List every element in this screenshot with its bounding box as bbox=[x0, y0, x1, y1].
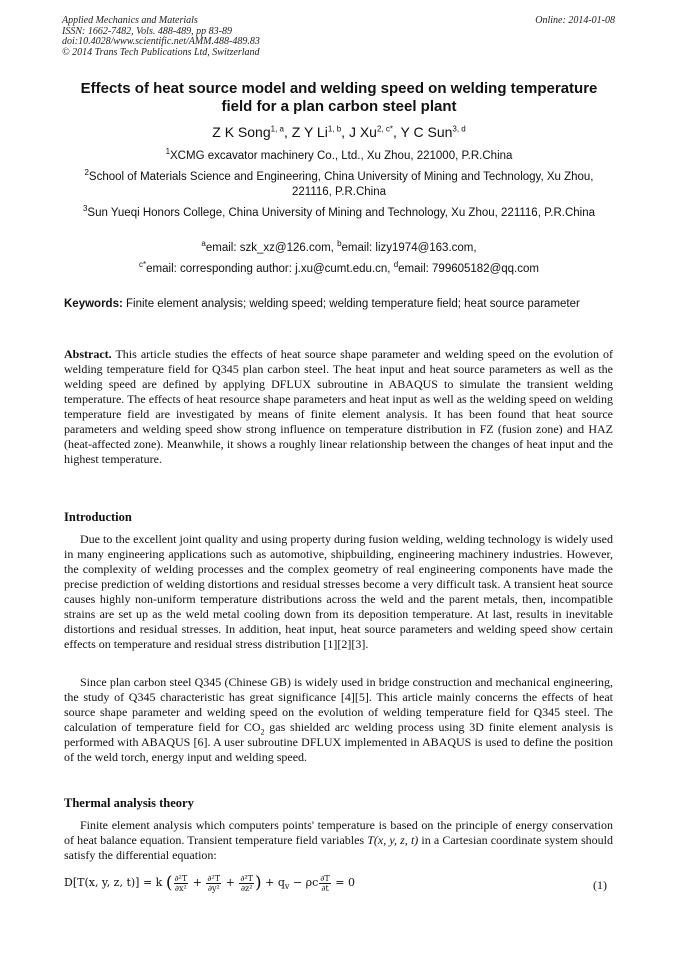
equation-rhs: = 0 bbox=[335, 876, 355, 889]
affiliation-text: Sun Yueqi Honors College, China University of Mining and Technology, Xu Zhou, 221116, P.R.China bbox=[87, 207, 596, 219]
journal-header bbox=[62, 16, 260, 58]
author-name: J Xu bbox=[348, 124, 377, 140]
co2-subscript: 2 bbox=[260, 727, 265, 737]
density-term: − ρc bbox=[292, 876, 319, 889]
keywords bbox=[64, 297, 613, 312]
equation-body bbox=[64, 873, 355, 893]
affiliation-1 bbox=[60, 149, 618, 164]
paren-close: ) bbox=[255, 873, 262, 893]
equation-number: (1) bbox=[593, 878, 607, 892]
plus-sign: + bbox=[225, 876, 235, 889]
author-list: Z K Song$^{1, a}$, Z Y Li$^{1, b}$, J $Xu^{2, c*}$, Y C Sun$^{3, d}$ bbox=[212, 124, 466, 140]
plus-sign: + bbox=[192, 876, 202, 889]
email-d: email: 799605182@qq.com bbox=[398, 263, 539, 275]
intro-p2-text-a: Since plan carbon steel Q345 (Chinese GB) is widely used in bridge construction and mechanical engineering, the study of Q345 characteristic has great significance [4][5]. This article mainly concerns the effects of heat source shape parameter and welding speed on the evolution of welding temperature field for Q345 steel. The calculation of temperature field for CO bbox=[64, 675, 613, 734]
affiliation-2 bbox=[66, 170, 612, 200]
journal-name: Applied Mechanics and Materials bbox=[62, 15, 198, 26]
author-sup: 1, b bbox=[327, 124, 342, 134]
abstract-text: This article studies the effects of heat source shape parameter and welding speed on the evolution of welding temperature field for Q345 plan carbon steel. The heat input and heat source parameters as well as the welding speed are defined by applying DFLUX subroutine in ABAQUS to simulate the transient welding temperature. The effects of heat resource shape parameters and heat input as well as the welding speed on welding temperature field are investigated by means of finite element analysis. It has been found that heat source parameters and welding speed show strong influence on temperature distribution in FZ (fusion zone) and HAZ (heat-affected zone). Meanwhile, it shows a roughly linear relationship between the changes of heat input and the highest temperature. bbox=[64, 347, 614, 466]
email-sup: a bbox=[201, 239, 206, 249]
author-sup: 2, c* bbox=[376, 124, 393, 134]
affiliation-sup: 3 bbox=[82, 204, 88, 214]
heat-source-term: + q bbox=[265, 876, 285, 889]
abstract bbox=[64, 347, 613, 467]
doi-line: doi:10.4028/www.scientific.net/AMM.488-489.83 bbox=[62, 36, 260, 47]
email-line-2 bbox=[60, 262, 618, 277]
paper-title bbox=[40, 80, 638, 116]
fraction-dt-dt: $\frac{\partial T}{\partial t}$ bbox=[320, 873, 330, 893]
email-b: email: lizy1974@163.com, bbox=[341, 242, 477, 254]
email-sup: b bbox=[337, 239, 342, 249]
author-name: Z K Song bbox=[212, 124, 271, 140]
issn-line: ISSN: 1662-7482, Vols. 488-489, pp 83-89 bbox=[62, 25, 232, 37]
copyright-line: © 2014 Trans Tech Publications Ltd, Switzerland bbox=[62, 46, 260, 58]
thermal-paragraph bbox=[64, 818, 613, 863]
section-heading-thermal: Thermal analysis theory bbox=[64, 796, 194, 810]
author-sup: 1, a bbox=[270, 124, 284, 134]
affiliation-text: XCMG excavator machinery Co., Ltd., Xu Zhou, 221000, P.R.China bbox=[170, 150, 513, 162]
author-sup: 3, d bbox=[452, 124, 466, 134]
affiliation-text: School of Materials Science and Engineering, China University of Mining and Technology, Xu Zhou, 221116, P.R.China bbox=[88, 171, 594, 198]
email-sup: d bbox=[393, 260, 399, 270]
heat-source-subscript: v bbox=[284, 882, 290, 892]
keywords-label: Keywords: bbox=[64, 298, 123, 310]
affiliation-sup: 2 bbox=[84, 168, 89, 178]
intro-paragraph-1: Due to the excellent joint quality and using property during fusion welding, welding technology is widely used in many engineering applications such as automotive, shipbuilding, engineering machinery industries. However, the complexity of welding processes and the complex geometry of real engineering components have made the precise prediction of welding distortions and residual stresses become a very difficult task. A transient heat source causes highly non-uniform temperature distributions across the weld and the parent metals, then, incompatible strains are set up as the weld metal cooling down from its deposition temperature. At last, results in inevitable distortions and residual stresses. In addition, heat input, heat source parameters and welding speed show certain effects on temperature and residual stress distribution [1][2][3]. bbox=[64, 532, 613, 651]
affiliation-3 bbox=[80, 206, 598, 221]
author-name: Y C Sun bbox=[400, 124, 453, 140]
affiliation-sup: 1 bbox=[165, 147, 171, 157]
paren-open: ( bbox=[165, 873, 173, 893]
fraction-d2t-dy2: $\frac{\text{∂²T}}{\text{∂y²}}$ bbox=[207, 873, 221, 893]
online-date: Online: 2014-01-08 bbox=[535, 15, 615, 26]
email-c: email: corresponding author: j.xu@cumt.edu.cn, bbox=[146, 263, 394, 275]
email-a: email: szk_xz@126.com, bbox=[205, 242, 338, 254]
fraction-d2t-dz2: $\frac{\text{∂²T}}{\text{∂z²}}$ bbox=[240, 873, 253, 893]
keywords-text: Finite element analysis; welding speed; welding temperature field; heat source parameter bbox=[122, 298, 580, 310]
email-sup: c* bbox=[139, 260, 147, 270]
email-line-1 bbox=[60, 241, 618, 256]
fraction-d2t-dx2: $\frac{\text{∂²T}}{\text{∂x²}}$ bbox=[174, 873, 188, 893]
section-heading-introduction: Introduction bbox=[64, 510, 132, 524]
temperature-variable: T(x, y, z, t) bbox=[367, 833, 419, 847]
thermal-text-b: in a Cartesian coordinate system should satisfy the differential equation: bbox=[64, 833, 613, 862]
title-line-2: field for a plan carbon steel plant bbox=[221, 98, 457, 115]
abstract-label: Abstract. bbox=[64, 347, 112, 361]
title-line-1: Effects of heat source model and welding speed on welding temperature bbox=[80, 80, 598, 97]
intro-paragraph-2 bbox=[64, 675, 613, 765]
equation-lhs: D[T(x, y, z, t)] = k bbox=[64, 876, 163, 889]
intro-p2-text-b: gas shielded arc welding process using 3D finite element analysis is performed with ABAQUS [6]. A user subroutine DFLUX implemented in ABAQUS is used to define the position of the weld torch, energy input and welding speed. bbox=[64, 720, 614, 764]
equation-1 bbox=[64, 873, 613, 899]
thermal-text-a: Finite element analysis which computers points' temperature is based on the principle of energy conservation of heat balance equation. Transient temperature field variables bbox=[64, 818, 613, 847]
author-name: Z Y Li bbox=[291, 124, 328, 140]
